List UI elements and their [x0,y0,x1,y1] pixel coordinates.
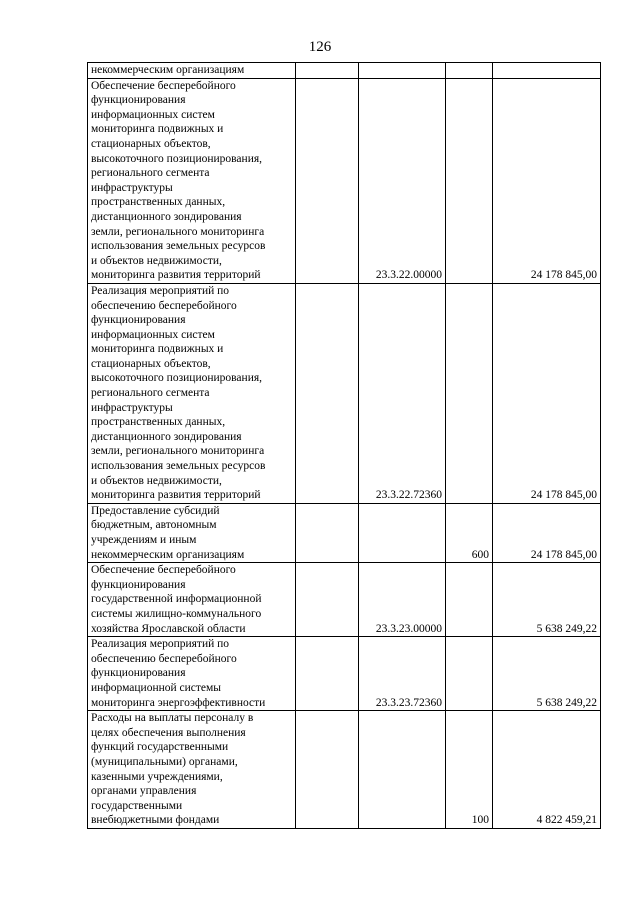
target-article-code-cell: 23.3.23.72360 [359,637,446,711]
expense-name-line: пространственных данных, [91,196,226,209]
expense-name-line: земли, регионального мониторинга [91,445,265,458]
expense-name-line: регионального сегмента [91,387,210,400]
target-article-code-cell [359,63,446,79]
expense-name-line: функций государственными [91,741,229,754]
amount-cell: 5 638 249,22 [493,563,601,637]
target-article-code-cell [359,711,446,829]
expense-name-line: высокоточного позиционирования, [91,372,263,385]
expense-type-cell: 600 [446,503,493,562]
table-row [88,563,601,637]
expense-name-line: земли, регионального мониторинга [91,225,265,238]
expense-name-line: и объектов недвижимости, [91,254,222,267]
expense-name-line: некоммерческим организациям [91,548,245,561]
table-row [88,637,601,711]
expense-name-line: инфраструктуры [91,401,173,414]
table-row [88,711,601,829]
expense-name-line: государственной информационной [91,593,262,606]
empty-cell [296,563,359,637]
table-row [88,78,601,283]
expense-name-line: Реализация мероприятий по [91,638,230,651]
expense-name-line: стационарных объектов, [91,357,211,370]
target-article-code-cell: 23.3.22.72360 [359,283,446,503]
expense-name-line: информационных систем [91,328,215,341]
empty-cell [296,78,359,283]
amount-cell [493,63,601,79]
budget-table [87,62,601,829]
expense-name-line: Реализация мероприятий по [91,284,230,297]
expense-name-cell [88,503,296,562]
expense-name-line: информационной системы [91,681,222,694]
expense-name-line: обеспечению бесперебойного [91,299,237,312]
expense-name-line: государственными [91,799,183,812]
table-row [88,503,601,562]
expense-name-cell [88,283,296,503]
expense-name-line: и объектов недвижимости, [91,474,222,487]
expense-name-line: Обеспечение бесперебойного [91,79,236,92]
budget-table-body [88,63,601,829]
expense-name-line: функционирования [91,578,186,591]
expense-name-line: мониторинга энергоэффективности [91,696,266,709]
expense-name-line: информационных систем [91,108,215,121]
expense-name-cell [88,78,296,283]
expense-name-line: учреждениям и иным [91,534,197,546]
expense-name-cell [88,563,296,637]
expense-name-line: хозяйства Ярославской области [91,622,246,635]
empty-cell [296,503,359,562]
target-article-code-cell [359,503,446,562]
expense-type-cell [446,63,493,79]
amount-cell: 24 178 845,00 [493,503,601,562]
target-article-code-cell: 23.3.23.00000 [359,563,446,637]
empty-cell [296,711,359,829]
expense-name-line: использования земельных ресурсов [91,460,266,473]
expense-name-line: системы жилищно-коммунального [91,607,262,620]
expense-name-line: казенными учреждениями, [91,770,223,783]
page-number: 126 [308,39,332,55]
target-article-code-cell: 23.3.22.00000 [359,78,446,283]
expense-type-cell [446,563,493,637]
expense-name-line: использования земельных ресурсов [91,240,266,253]
expense-name-line: Предоставление субсидий [91,504,220,517]
expense-name-line: функционирования [91,314,186,327]
expense-name-line: бюджетным, автономным [91,519,217,532]
expense-name-line: регионального сегмента [91,167,210,180]
expense-type-cell [446,283,493,503]
expense-name-line: мониторинга развития территорий [91,269,261,282]
expense-name-line: инфраструктуры [91,181,173,194]
expense-name-line: Расходы на выплаты персоналу в [91,712,254,725]
expense-name-line: некоммерческим организациям [91,64,245,76]
expense-name-line: (муниципальными) органами, [91,755,238,768]
empty-cell [296,637,359,711]
amount-cell: 5 638 249,22 [493,637,601,711]
expense-name-line: органами управления [91,785,197,798]
expense-name-line: внебюджетными фондами [91,814,220,827]
expense-type-cell: 100 [446,711,493,829]
expense-name-line: высокоточного позиционирования, [91,152,263,165]
expense-name-line: мониторинга развития территорий [91,489,261,502]
amount-cell: 24 178 845,00 [493,78,601,283]
amount-cell: 4 822 459,21 [493,711,601,829]
empty-cell [296,63,359,79]
expense-name-line: дистанционного зондирования [91,430,242,443]
expense-type-cell [446,637,493,711]
expense-name-line: обеспечению бесперебойного [91,652,237,665]
expense-name-line: мониторинга подвижных и [91,343,224,356]
table-row [88,63,601,79]
expense-name-line: целях обеспечения выполнения [91,726,246,739]
expense-name-line: функционирования [91,667,186,680]
expense-name-line: дистанционного зондирования [91,210,242,223]
expense-name-cell [88,637,296,711]
amount-cell: 24 178 845,00 [493,283,601,503]
expense-name-line: мониторинга подвижных и [91,123,224,136]
expense-type-cell [446,78,493,283]
expense-name-line: функционирования [91,94,186,107]
expense-name-cell [88,711,296,829]
expense-name-line: пространственных данных, [91,416,226,429]
expense-name-cell [88,63,296,79]
table-row [88,283,601,503]
expense-name-line: Обеспечение бесперебойного [91,564,236,577]
expense-name-line: стационарных объектов, [91,137,211,150]
empty-cell [296,283,359,503]
